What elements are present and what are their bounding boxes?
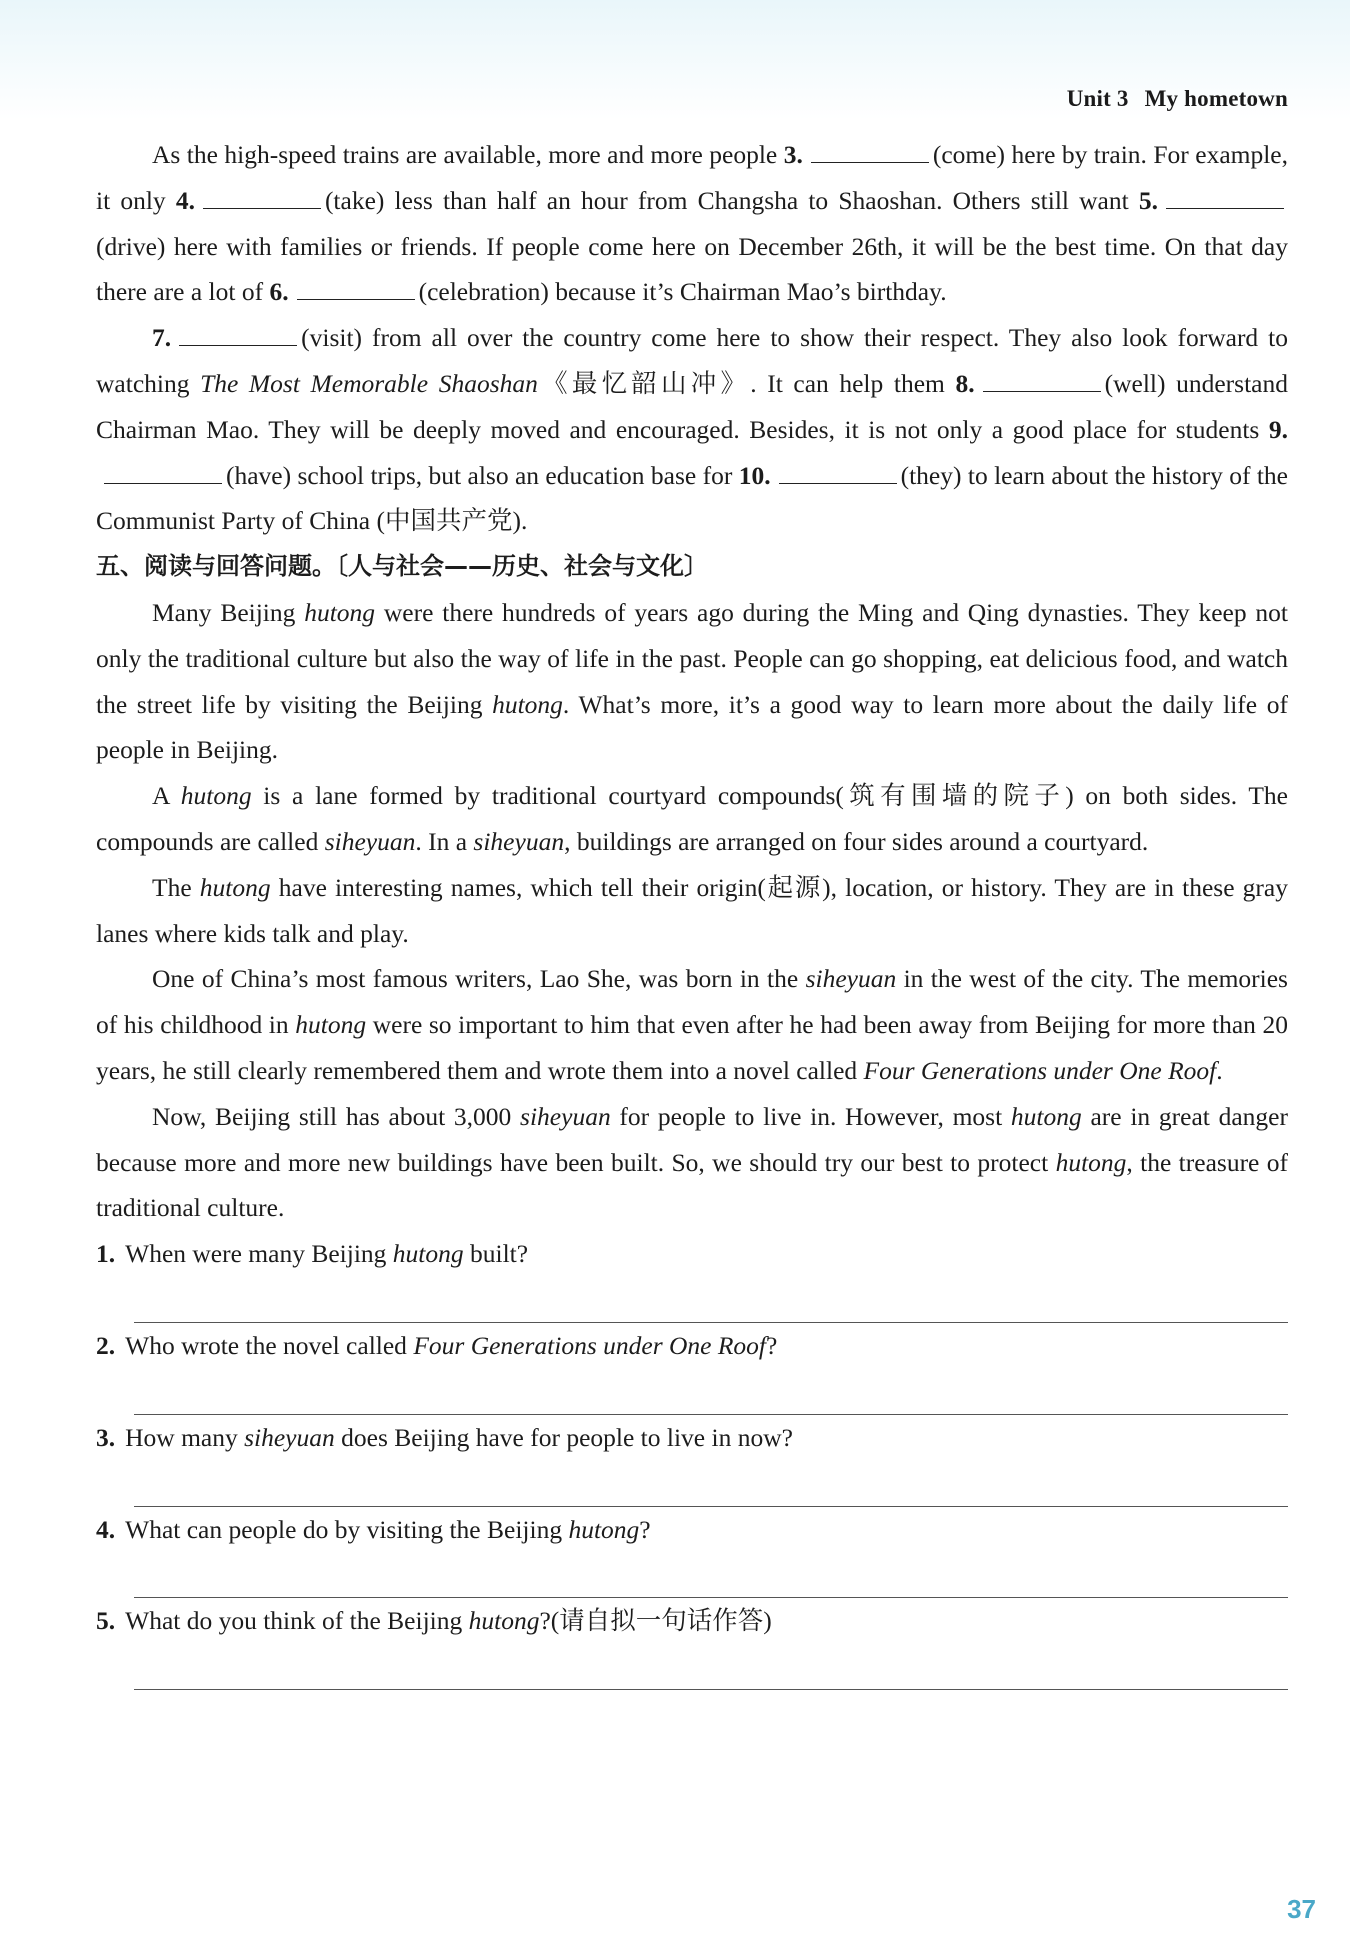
reading-paragraph-5 <box>96 1094 1288 1231</box>
italic-term: hutong <box>568 1514 640 1544</box>
text: to learn about the history of the Communist Party of China (中国共产党). <box>96 460 1288 536</box>
text: Many Beijing <box>152 597 305 627</box>
answer-line-2[interactable] <box>134 1369 1288 1415</box>
blank-7[interactable] <box>179 323 297 346</box>
text: here by train. For example, it only <box>96 140 1289 215</box>
question-number: 1. <box>96 1239 116 1269</box>
text: built? <box>463 1239 529 1269</box>
answer-line-4[interactable] <box>134 1552 1288 1598</box>
italic-term: hutong <box>1010 1101 1082 1131</box>
text: What can people do by visiting the Beijing <box>125 1514 569 1544</box>
page-number: 37 <box>1287 1894 1316 1924</box>
italic-term: Four Generations under One Roof <box>413 1330 767 1360</box>
question-text <box>96 1323 1288 1369</box>
text: were there hundreds of years ago during the Ming and Qing dynasties. They keep not only the traditional culture but also the way of life in the past. People can go shopping, eat delicious food, and watch the street life by visiting the Beijing <box>96 597 1288 719</box>
reading-paragraph-4 <box>96 956 1288 1093</box>
show-title: The Most Memorable Shaoshan <box>200 368 538 398</box>
text: One of China’s most famous writers, Lao She, was born in the <box>152 964 806 994</box>
blank-3[interactable] <box>811 140 929 163</box>
italic-term: hutong <box>295 1010 367 1040</box>
show-title-cn: 《最忆韶山冲》 <box>537 368 751 398</box>
blank-number-9: 9. <box>1268 414 1288 444</box>
question-number: 4. <box>96 1514 116 1544</box>
page-content <box>96 132 1288 1690</box>
question-1 <box>96 1231 1288 1323</box>
unit-label: Unit 3 <box>1066 86 1129 111</box>
question-5 <box>96 1598 1288 1690</box>
reading-paragraph-1 <box>96 590 1288 773</box>
blank-4[interactable] <box>203 186 321 209</box>
text: because it’s Chairman Mao’s birthday. <box>548 277 947 307</box>
novel-title: Four Generations under One Roof <box>863 1055 1217 1085</box>
question-number: 2. <box>96 1330 116 1360</box>
text: Who wrote the novel called <box>125 1330 414 1360</box>
blank-number-6: 6. <box>269 277 289 307</box>
italic-term: siheyuan <box>473 826 565 856</box>
italic-term: hutong <box>304 597 376 627</box>
blank-number-4: 4. <box>175 185 195 215</box>
unit-title: My hometown <box>1144 86 1288 111</box>
text: The <box>152 872 200 902</box>
cloze-paragraph-1 <box>96 132 1288 315</box>
answer-line-3[interactable] <box>134 1461 1288 1507</box>
text: . In a <box>415 826 474 856</box>
blank-number-3: 3. <box>783 140 803 169</box>
hint-10: (they) <box>900 460 962 490</box>
italic-term: hutong <box>392 1239 464 1269</box>
text: . It can help them <box>750 368 956 398</box>
italic-term: hutong <box>468 1606 540 1636</box>
hint-4: (take) <box>324 185 385 215</box>
question-number: 3. <box>96 1422 116 1452</box>
text: , buildings are arranged on four sides around a courtyard. <box>564 826 1149 856</box>
cloze-paragraph-2 <box>96 315 1288 544</box>
reading-paragraph-2 <box>96 773 1288 865</box>
question-text <box>96 1507 1288 1553</box>
text: . What’s more, it’s a good way to learn more about the daily life of people in Beijing. <box>96 689 1288 765</box>
text: in the west of the city. The memories of his childhood in <box>96 964 1288 1040</box>
text: have interesting names, which tell their origin(起源), location, or history. They are in these gray lanes where kids talk and play. <box>96 872 1288 948</box>
question-3 <box>96 1415 1288 1507</box>
hint-6: (celebration) <box>418 277 549 307</box>
text: A <box>152 781 181 811</box>
blank-6[interactable] <box>297 277 415 300</box>
italic-term: siheyuan <box>805 964 897 994</box>
blank-8[interactable] <box>983 369 1101 392</box>
text: less than half an hour from Changsha to Shaoshan. Others still want <box>384 185 1139 215</box>
text: from all over the country come here to show their respect. They also look forward to watching <box>96 323 1288 398</box>
running-header <box>1067 86 1288 112</box>
hint-3: (come) <box>932 140 1006 169</box>
question-2 <box>96 1323 1288 1415</box>
blank-number-8: 8. <box>955 368 975 398</box>
answer-line-5[interactable] <box>134 1644 1288 1690</box>
reading-paragraph-3 <box>96 865 1288 957</box>
blank-number-5: 5. <box>1138 185 1158 215</box>
italic-term: hutong <box>199 872 271 902</box>
text: here with families or friends. If people come here on December 26th, it will be the best time. On that day there are a lot of <box>96 231 1288 307</box>
text: were so important to him that even after he had been away from Beijing for more than 20 years, he still clearly remembered them and wrote them into a novel called <box>96 1010 1289 1085</box>
text: How many <box>125 1422 245 1452</box>
answer-line-1[interactable] <box>134 1277 1288 1323</box>
section-heading: 五、阅读与回答问题。〔人与社会——历史、社会与文化〕 <box>96 552 708 581</box>
text: are in great danger because more and more new buildings have been built. So, we should try our best to protect <box>96 1101 1288 1177</box>
hint-8: (well) <box>1104 368 1166 398</box>
italic-term: hutong <box>180 781 252 811</box>
italic-term: siheyuan <box>324 826 416 856</box>
text: Now, Beijing still has about 3,000 <box>152 1101 521 1131</box>
question-4 <box>96 1507 1288 1599</box>
text: , the treasure of traditional culture. <box>96 1147 1288 1223</box>
italic-term: siheyuan <box>520 1101 611 1131</box>
text: As the high-speed trains are available, more and more people <box>152 140 784 169</box>
text: ? <box>639 1514 651 1544</box>
question-number: 5. <box>96 1606 116 1636</box>
blank-10[interactable] <box>779 461 897 484</box>
text: ? <box>766 1330 778 1360</box>
hint-5: (drive) <box>96 231 166 261</box>
blank-number-10: 10. <box>738 460 771 490</box>
text: When were many Beijing <box>125 1239 393 1269</box>
text: . <box>1216 1055 1223 1085</box>
question-text <box>96 1598 1288 1644</box>
blank-5[interactable] <box>1166 186 1284 209</box>
blank-number-7: 7. <box>152 323 172 353</box>
text: ?(请自拟一句话作答) <box>539 1606 772 1636</box>
blank-9[interactable] <box>104 461 222 484</box>
text: does Beijing have for people to live in now? <box>334 1422 793 1452</box>
italic-term: siheyuan <box>244 1422 335 1452</box>
text: understand Chairman Mao. They will be deeply moved and encouraged. Besides, it is not only a good place for students <box>96 368 1288 444</box>
hint-7: (visit) <box>301 323 363 353</box>
question-text <box>96 1231 1288 1277</box>
text: for people to live in. However, most <box>610 1101 1011 1131</box>
hint-9: (have) <box>226 460 292 490</box>
italic-term: hutong <box>1055 1147 1127 1177</box>
text: school trips, but also an education base for <box>291 460 739 490</box>
text: What do you think of the Beijing <box>125 1606 469 1636</box>
question-text <box>96 1415 1288 1461</box>
text: is a lane formed by traditional courtyard compounds(筑有围墙的院子) on both sides. The compounds are called <box>96 781 1288 856</box>
italic-term: hutong <box>492 689 563 719</box>
